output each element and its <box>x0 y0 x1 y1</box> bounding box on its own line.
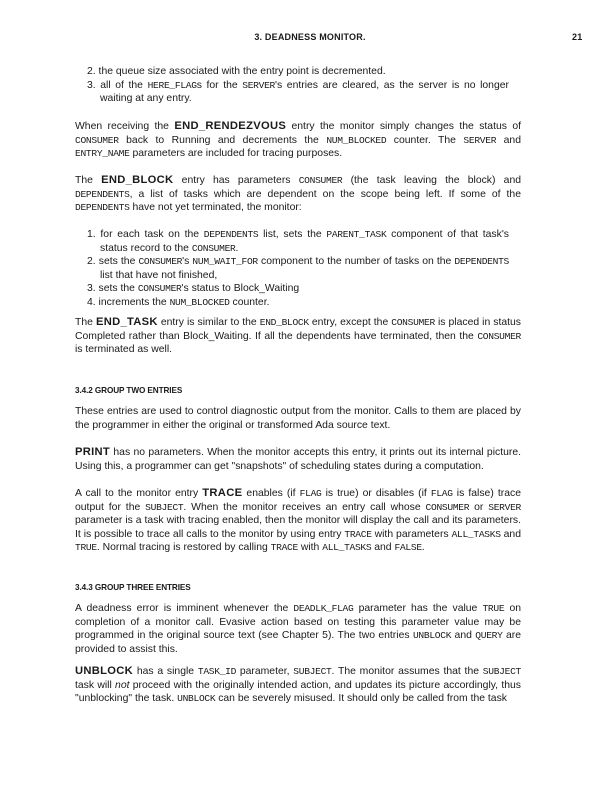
code-identifier: NUM_BLOCKED <box>326 134 387 146</box>
code-identifier: NUM_WAIT_FOR <box>192 256 258 268</box>
code-identifier: TRACE <box>270 542 298 554</box>
text-run: has no parameters. When the monitor accepts this entry, it prints out its internal picture. Using this, a programmer can get "snapshots" of scheduling states during a computation. <box>75 447 521 472</box>
text-run: component of that task's status record to the <box>100 229 509 254</box>
text-run: 's <box>182 256 193 268</box>
code-identifier: CONSUMER <box>75 134 119 146</box>
paragraph-deadness-error <box>75 602 521 656</box>
text-run: and <box>496 134 521 146</box>
code-identifier: SERVER <box>463 134 497 146</box>
text-run: can be severely misused. It should only be called from the task <box>215 693 507 705</box>
code-identifier: PARENT_TASK <box>326 229 387 240</box>
text-run: and <box>371 542 395 554</box>
text-run: counter. <box>229 296 270 308</box>
text-run: enables (if <box>242 488 300 499</box>
code-identifier: ENTRY_NAME <box>75 148 130 160</box>
code-identifier: SERVER <box>242 79 276 91</box>
text-run: , a list of tasks which are dependent on the scope being left. If some of the <box>129 188 521 200</box>
text-run: 2. the queue size associated with the entry point is decremented. <box>87 66 386 77</box>
list-item <box>87 296 509 310</box>
text-run: The <box>75 175 102 186</box>
emphasis: not <box>115 679 130 691</box>
text-run: list, sets the <box>258 229 327 240</box>
text-run: 3.4.2 GROUP TWO ENTRIES <box>75 386 183 395</box>
text-run: . The monitor assumes that the <box>331 666 483 677</box>
code-identifier: CONSUMER <box>298 175 343 186</box>
entry-name: TRACE <box>202 487 243 499</box>
text-run: 's status to Block_Waiting <box>181 283 300 295</box>
code-identifier: FLAG <box>430 488 453 499</box>
text-run: A deadness error is imminent whenever the <box>75 603 294 614</box>
text-run: list that have not finished, <box>100 269 218 281</box>
code-identifier: SUBJECT <box>145 501 184 513</box>
list-item <box>87 228 509 255</box>
text-run: 2. sets the <box>87 256 139 268</box>
code-identifier: DEADLK_FLAG <box>293 603 354 614</box>
text-run: has a single <box>133 666 198 677</box>
paragraph-end-task <box>75 316 521 357</box>
code-identifier: SUBJECT <box>482 666 521 677</box>
code-identifier: DEPENDENTS <box>203 229 259 240</box>
code-identifier: TRUE <box>75 542 97 554</box>
page-number: 21 <box>572 32 583 42</box>
entry-name: END_TASK <box>95 316 158 328</box>
text-run: . Normal tracing is restored by calling <box>96 542 271 554</box>
text-run: task will <box>75 679 116 691</box>
list-item <box>87 65 509 79</box>
code-identifier: CONSUMER <box>477 330 521 342</box>
paragraph-end-rendezvous <box>75 120 521 161</box>
text-run: parameters are included for tracing purposes. <box>129 148 343 160</box>
text-run: entry, except the <box>308 317 392 328</box>
list-end-block-steps <box>87 228 509 310</box>
entry-name: UNBLOCK <box>75 665 134 677</box>
text-run: is true) or disables (if <box>321 488 431 499</box>
code-identifier: FALSE <box>394 542 422 554</box>
text-run: parameter, <box>236 666 294 677</box>
code-identifier: DEPENDENTS <box>75 188 130 200</box>
text-run: s for the <box>196 79 243 91</box>
text-run: . <box>421 542 425 554</box>
text-run: entry has parameters <box>173 175 299 186</box>
code-identifier: TRUE <box>482 603 505 614</box>
entry-name: PRINT <box>75 446 111 458</box>
code-identifier: CONSUMER <box>137 283 182 295</box>
code-identifier: TRACE <box>344 528 372 540</box>
code-identifier: SUBJECT <box>293 666 332 677</box>
code-identifier: ALL_TASKS <box>322 542 372 554</box>
text-run: 3. all of the <box>87 79 148 91</box>
text-run: 4. increments the <box>87 296 170 308</box>
text-run: 's entries are cleared, as the server is no longer waiting at any entry. <box>100 79 509 105</box>
text-run: with <box>297 542 323 554</box>
code-identifier: DEPENDENTS <box>454 256 509 268</box>
list-item <box>87 282 509 296</box>
code-identifier: UNBLOCK <box>412 630 452 642</box>
text-run: or <box>469 501 489 513</box>
text-run: parameter has the value <box>353 603 483 614</box>
paragraph-group-two-intro <box>75 405 521 432</box>
text-run: counter. The <box>386 134 464 146</box>
text-run: The <box>75 317 96 328</box>
section-heading-3-4-2 <box>75 384 182 398</box>
code-identifier: DEPENDENTS <box>75 202 130 214</box>
code-identifier: CONSUMER <box>191 242 236 254</box>
text-run: is terminated as well. <box>75 344 173 356</box>
running-header-title: 3. DEADNESS MONITOR. <box>254 32 366 42</box>
text-run: is false) trace output for the <box>75 488 521 513</box>
list-queue-steps <box>87 65 509 106</box>
code-identifier: CONSUMER <box>391 317 435 328</box>
text-run: is placed in status Completed rather than Block_Waiting. If all the dependents have terminated, then the <box>75 317 521 342</box>
text-run: are provided to assist this. <box>75 630 521 655</box>
entry-name: END_RENDEZVOUS <box>174 120 287 132</box>
paragraph-end-block <box>75 174 521 215</box>
text-run: . When the monitor receives an entry call whose <box>183 501 426 513</box>
text-run: entry is similar to the <box>157 317 260 328</box>
text-run: with parameters <box>371 528 452 540</box>
text-run: on completion of a monitor call. Evasive action based on testing this parameter value may be programmed in the original source text (see Chapter 5). The two entries <box>75 603 521 642</box>
text-run: These entries are used to control diagnostic output from the monitor. Calls to them are placed by the programmer in either the original or transformed Ada source text. <box>75 406 521 431</box>
text-run: . <box>235 242 239 254</box>
section-heading-3-4-3 <box>75 581 191 595</box>
text-run: back to Running and decrements the <box>118 134 327 146</box>
list-item <box>87 79 509 106</box>
entry-name: END_BLOCK <box>101 174 174 186</box>
code-identifier: HERE_FLAG <box>147 79 197 91</box>
code-identifier: CONSUMER <box>138 256 183 268</box>
text-run: and <box>500 528 521 540</box>
text-run: component to the number of tasks on the <box>257 256 455 268</box>
code-identifier: CONSUMER <box>425 501 470 513</box>
text-run: parameter is a task with tracing enabled, then the monitor will display the call and its parameters. It is possible to trace all calls to the monitor by using entry <box>75 515 521 540</box>
code-identifier: UNBLOCK <box>177 693 216 705</box>
list-item <box>87 255 509 282</box>
text-run: have not yet terminated, the monitor: <box>129 202 302 214</box>
text-run: When receiving the <box>75 121 175 132</box>
code-identifier: NUM_BLOCKED <box>169 296 230 308</box>
text-run: 1. for each task on the <box>87 229 204 240</box>
code-identifier: SERVER <box>488 501 521 513</box>
code-identifier: TASK_ID <box>197 666 237 677</box>
text-run: 3.4.3 GROUP THREE ENTRIES <box>75 583 191 592</box>
text-run: 3. sets the <box>87 283 138 295</box>
code-identifier: FLAG <box>299 488 322 499</box>
paragraph-print <box>75 446 521 473</box>
paragraph-unblock <box>75 665 521 706</box>
code-identifier: ALL_TASKS <box>451 528 501 540</box>
text-run: entry the monitor simply changes the status of <box>286 121 521 132</box>
paragraph-trace <box>75 487 521 555</box>
text-run: proceed with the originally intended action, and updates its picture accordingly, thus "unblocking" the task. <box>75 679 521 705</box>
text-run: A call to the monitor entry <box>75 488 203 499</box>
text-run: and <box>451 630 476 642</box>
code-identifier: QUERY <box>475 630 503 642</box>
code-identifier: END_BLOCK <box>259 317 309 328</box>
text-run: (the task leaving the block) and <box>342 175 522 186</box>
